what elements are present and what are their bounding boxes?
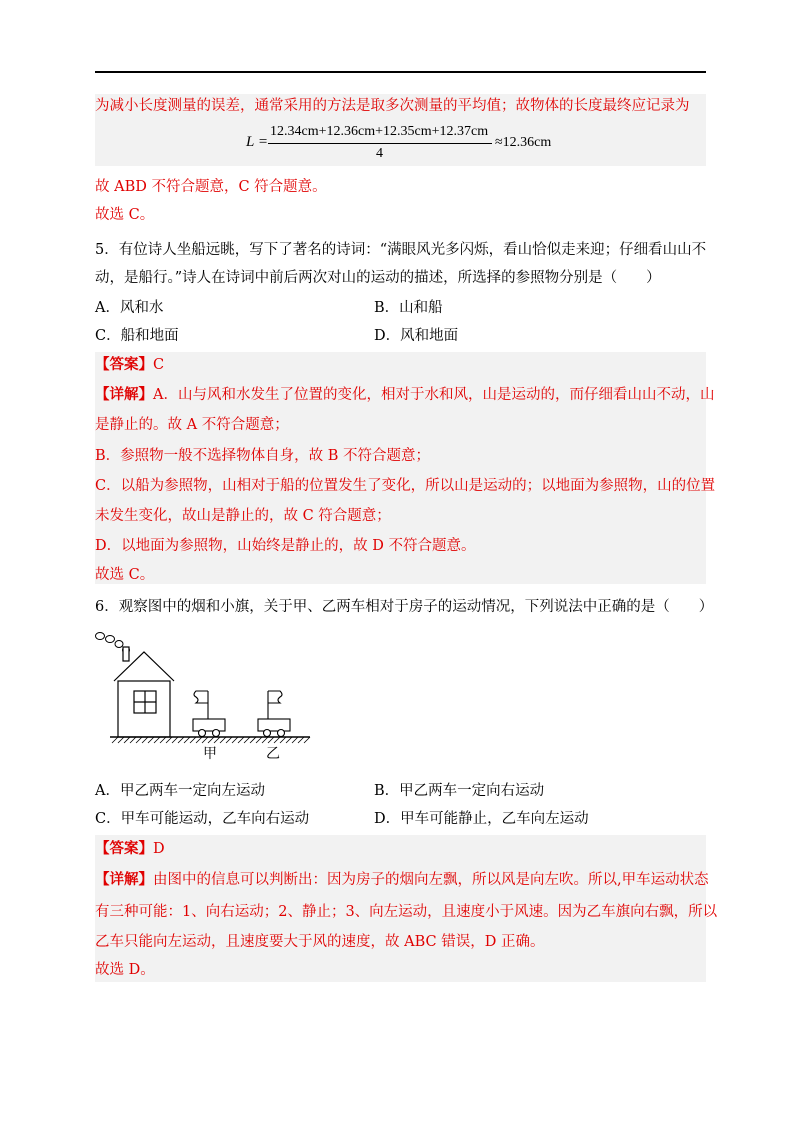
q5-stem-line1: 5．有位诗人坐船远眺，写下了著名的诗词：“满眼风光多闪烁，看山恰似走来迎；仔细看山山不: [95, 242, 707, 258]
house-icon: [114, 647, 174, 737]
q6-answer: [95, 839, 165, 859]
q5-detail-line2: 是静止的。故 A 不符合题意；: [95, 417, 289, 433]
car-yi: [258, 691, 290, 737]
q5-option-b: B．山和船: [374, 300, 443, 316]
q5-detail-line6: D．以地面为参照物，山始终是静止的，故 D 不符合题意。: [95, 538, 476, 554]
q4-solution-line: 为减小长度测量的误差，通常采用的方法是取多次测量的平均值；故物体的长度最终应记录为: [95, 98, 690, 114]
q6-final: 故选 D。: [95, 962, 155, 978]
detail-tag: 【详解】: [95, 871, 153, 888]
q5-answer: [95, 355, 164, 375]
detail-tag: 【详解】: [95, 386, 153, 403]
answer-value: D: [153, 841, 165, 857]
fraction-bar: [268, 143, 492, 144]
label-jia: 甲: [203, 746, 217, 762]
q4-conclusion: 故 ABD 不符合题意，C 符合题意。: [95, 179, 327, 195]
answer-tag: 【答案】: [95, 840, 153, 857]
car-jia: [193, 691, 225, 737]
formula-lhs: L =: [246, 134, 268, 150]
q6-option-a: A．甲乙两车一定向左运动: [95, 783, 265, 799]
formula-result: ≈12.36cm: [495, 135, 552, 150]
q5-stem-line2: 动，是船行。”诗人在诗词中前后两次对山的运动的描述，所选择的参照物分别是（ ）: [95, 270, 661, 286]
q4-final: 故选 C。: [95, 207, 155, 223]
q5-option-a: A．风和水: [95, 300, 164, 316]
q5-detail-line4: C．以船为参照物，山相对于船的位置发生了变化，所以山是运动的；以地面为参照物，山的位置: [95, 478, 716, 494]
q6-detail-line1: [95, 870, 709, 890]
answer-value: C: [153, 357, 165, 373]
detail-text: 由图中的信息可以判断出：因为房子的烟向左飘，所以风是向左吹。所以,甲车运动状态: [153, 872, 709, 888]
q6-option-b: B．甲乙两车一定向右运动: [374, 783, 545, 799]
answer-tag: 【答案】: [95, 356, 153, 373]
q5-detail-line3: B．参照物一般不选择物体自身，故 B 不符合题意；: [95, 448, 431, 464]
ground: [110, 737, 310, 743]
header-rule: [95, 71, 706, 73]
q5-option-d: D．风和地面: [374, 328, 459, 344]
q6-detail-line2: 有三种可能：1、向右运动；2、静止；3、向左运动，且速度小于风速。因为乙车旗向右飘，所以: [95, 904, 718, 920]
q6-figure: [90, 625, 320, 765]
q6-stem: 6．观察图中的烟和小旗，关于甲、乙两车相对于房子的运动情况，下列说法中正确的是（ ）: [95, 599, 714, 615]
q5-detail-line1: [95, 385, 714, 405]
q6-detail-line3: 乙车只能向左运动，且速度要大于风的速度，故 ABC 错误，D 正确。: [95, 934, 545, 950]
detail-text: A．山与风和水发生了位置的变化，相对于水和风，山是运动的，而仔细看山山不动，山: [153, 387, 715, 403]
q5-detail-line5: 未发生变化，故山是静止的，故 C 符合题意；: [95, 508, 391, 524]
q6-option-d: D．甲车可能静止，乙车向左运动: [374, 811, 589, 827]
q5-option-c: C．船和地面: [95, 328, 179, 344]
formula-numerator: 12.34cm+12.36cm+12.35cm+12.37cm: [270, 124, 489, 139]
q6-option-c: C．甲车可能运动，乙车向右运动: [95, 811, 310, 827]
label-yi: 乙: [266, 746, 280, 762]
formula-denominator: 4: [376, 146, 383, 161]
q5-final: 故选 C。: [95, 567, 155, 583]
